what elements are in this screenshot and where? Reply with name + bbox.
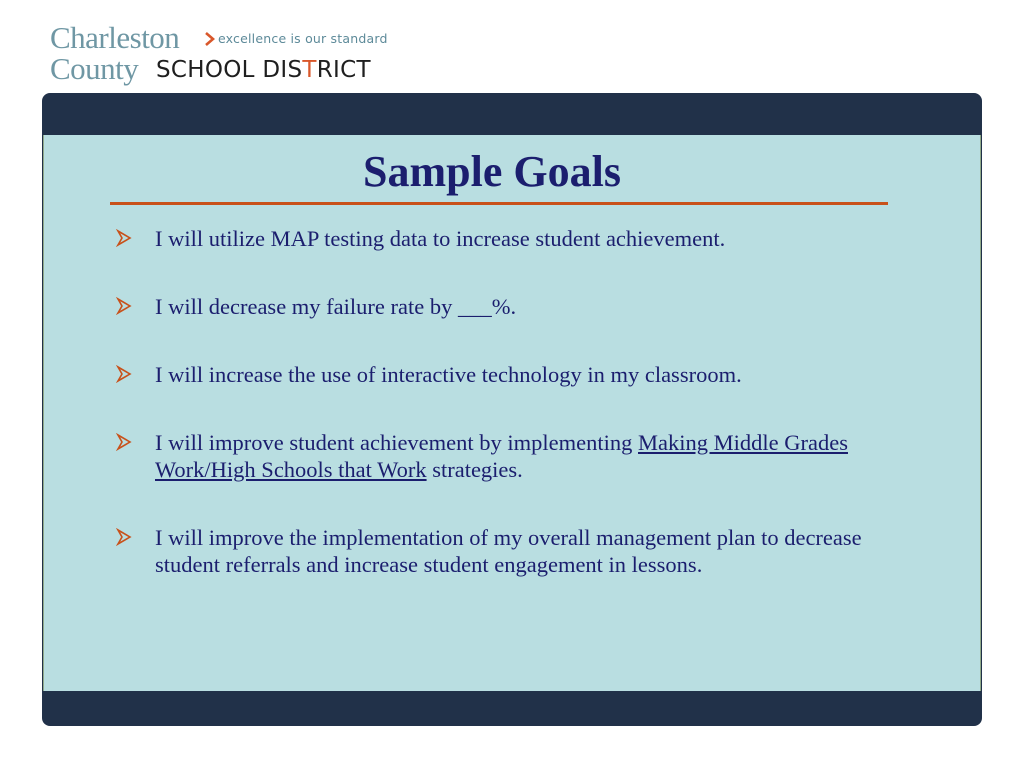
logo-county-text: County [50,51,139,86]
logo-chevron-icon [204,31,216,47]
arrow-bullet-icon [116,433,133,451]
goal-text: I will increase the use of interactive technology in my classroom. [155,362,742,387]
goal-text-after-link: strategies. [426,457,523,482]
goal-item [110,361,910,388]
logo-school-pre: SCHOOL DIS [156,57,303,83]
arrow-bullet-icon [116,365,133,383]
title-underline [110,202,888,205]
goal-item [110,293,910,320]
goal-item [110,225,910,252]
goals-list [110,225,910,619]
goal-text-before-link: I will improve student achievement by implementing [155,430,639,455]
logo-school-accent: T [302,57,317,83]
district-logo [50,20,420,86]
arrow-bullet-icon [116,229,133,247]
goal-text: I will decrease my failure rate by ___%. [155,294,517,319]
arrow-bullet-icon [116,528,133,546]
goal-item [110,524,910,578]
slide-title: Sample Goals [363,147,621,196]
goal-text: I will improve the implementation of my overall management plan to decrease student referrals and increase student engagement in lessons. [155,525,862,577]
logo-tagline: excellence is our standard [218,31,388,46]
logo-school-post: RICT [316,57,371,83]
logo-charleston-text: Charleston [50,20,180,55]
logo-school-district-text [156,56,371,84]
mmgw-hstw-link[interactable]: Making Middle Grades Work/High Schools that Work [155,430,848,482]
goal-item [110,429,910,483]
arrow-bullet-icon [116,297,133,315]
goal-text: I will utilize MAP testing data to increase student achievement. [155,226,726,251]
